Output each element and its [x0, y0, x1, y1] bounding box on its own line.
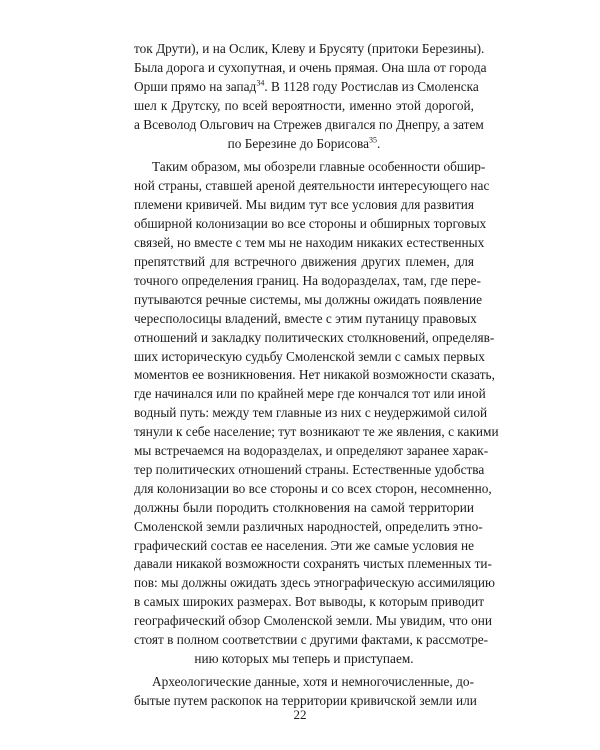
text-line: должны были породить столкновения на самой территории	[134, 499, 474, 515]
page-number: 22	[293, 707, 307, 722]
text-line: шел к Друтску, по всей вероятности, именно этой дорогой,	[134, 97, 474, 113]
text-fragment: .	[377, 135, 381, 151]
text-line: бытые путем раскопок на территории кривичской земли или	[134, 692, 477, 708]
text-line: препятствий для встречного движения других племен, для	[134, 253, 474, 269]
text-line: давали никакой возможности сохранять чистых племенных ти-	[134, 556, 492, 572]
text-line: тянули к себе население; тут возникают те же явления, с какими	[134, 424, 499, 440]
text-line: связей, но вместе с тем мы не находим никаких естественных	[134, 235, 485, 251]
text-line: где начинался или по крайней мере где кончался тот или иной	[134, 386, 486, 402]
text-line: ток Друти), и на Ослик, Клеву и Брусяту (притоки Березины).	[134, 41, 485, 56]
text-line: водный путь: между тем главные из них с неудержимой силой	[134, 405, 488, 421]
text-line: Таким образом, мы обозрели главные особенности обшир-	[152, 159, 486, 175]
text-line: нию которых мы теперь и приступаем.	[194, 651, 414, 666]
footnote-ref-34[interactable]: 34	[256, 78, 265, 88]
text-line	[134, 135, 474, 154]
text-line: путываются речные системы, мы должны ожидать появление	[134, 291, 483, 307]
text-line: ших историческую судьбу Смоленской земли с самых первых	[134, 348, 485, 364]
text-line: для колонизации во все стороны и со всех сторон, несомненно,	[134, 480, 492, 496]
text-line: обширной колонизации во все стороны и обширных торговых	[134, 216, 487, 232]
footnote-ref-35[interactable]: 35	[369, 135, 378, 145]
text-line: ной страны, ставшей ареной деятельности интересующего нас	[134, 178, 490, 194]
text-line: племени кривичей. Мы видим тут все условия для развития	[134, 197, 474, 213]
text-line: а Всеволод Ольгович на Стрежев двигался по Днепру, а затем	[134, 116, 484, 132]
paragraph-1	[134, 40, 487, 153]
paragraph-3	[134, 673, 477, 711]
text-line: пов: мы должны ожидать здесь этнографическую ассимиляцию	[134, 575, 495, 591]
text-fragment: Орши прямо на запад	[134, 78, 257, 94]
paragraph-2	[134, 158, 499, 668]
text-line: чересполосицы владений, вместе с этим путаницу правовых	[134, 310, 477, 326]
text-line: моментов ее возникновения. Нет никакой возможности сказать,	[134, 367, 495, 383]
text-line: географический обзор Смоленской земли. Мы увидим, что они	[134, 613, 493, 629]
text-fragment: по Березине до Борисова	[227, 135, 370, 151]
page-body	[134, 40, 499, 711]
text-line: Смоленской земли различных народностей, определить этно-	[134, 518, 483, 534]
text-line: графический состав ее населения. Эти же самые условия не	[134, 537, 474, 553]
text-line: отношений и закладку политических столкновений, определяв-	[134, 329, 495, 345]
text-line: Была дорога и сухопутная, и очень прямая. Она шла от города	[134, 59, 487, 75]
text-fragment: . В 1128 году Ростислав из Смоленска	[264, 78, 479, 94]
text-line: стоят в полном соответствии с другими фактами, к рассмотре-	[134, 632, 489, 648]
text-line	[134, 78, 479, 97]
text-line: мы встречаемся на водоразделах, и определяют заранее харак-	[134, 443, 489, 459]
text-line: тер политических отношений страны. Естественные удобства	[134, 461, 485, 477]
text-line: в самых широких размерах. Вот выводы, к которым приводит	[134, 594, 485, 610]
text-line: точного определения границ. На водоразделах, там, где пере-	[134, 272, 481, 288]
text-line: Археологические данные, хотя и немногочисленные, до-	[152, 673, 474, 689]
